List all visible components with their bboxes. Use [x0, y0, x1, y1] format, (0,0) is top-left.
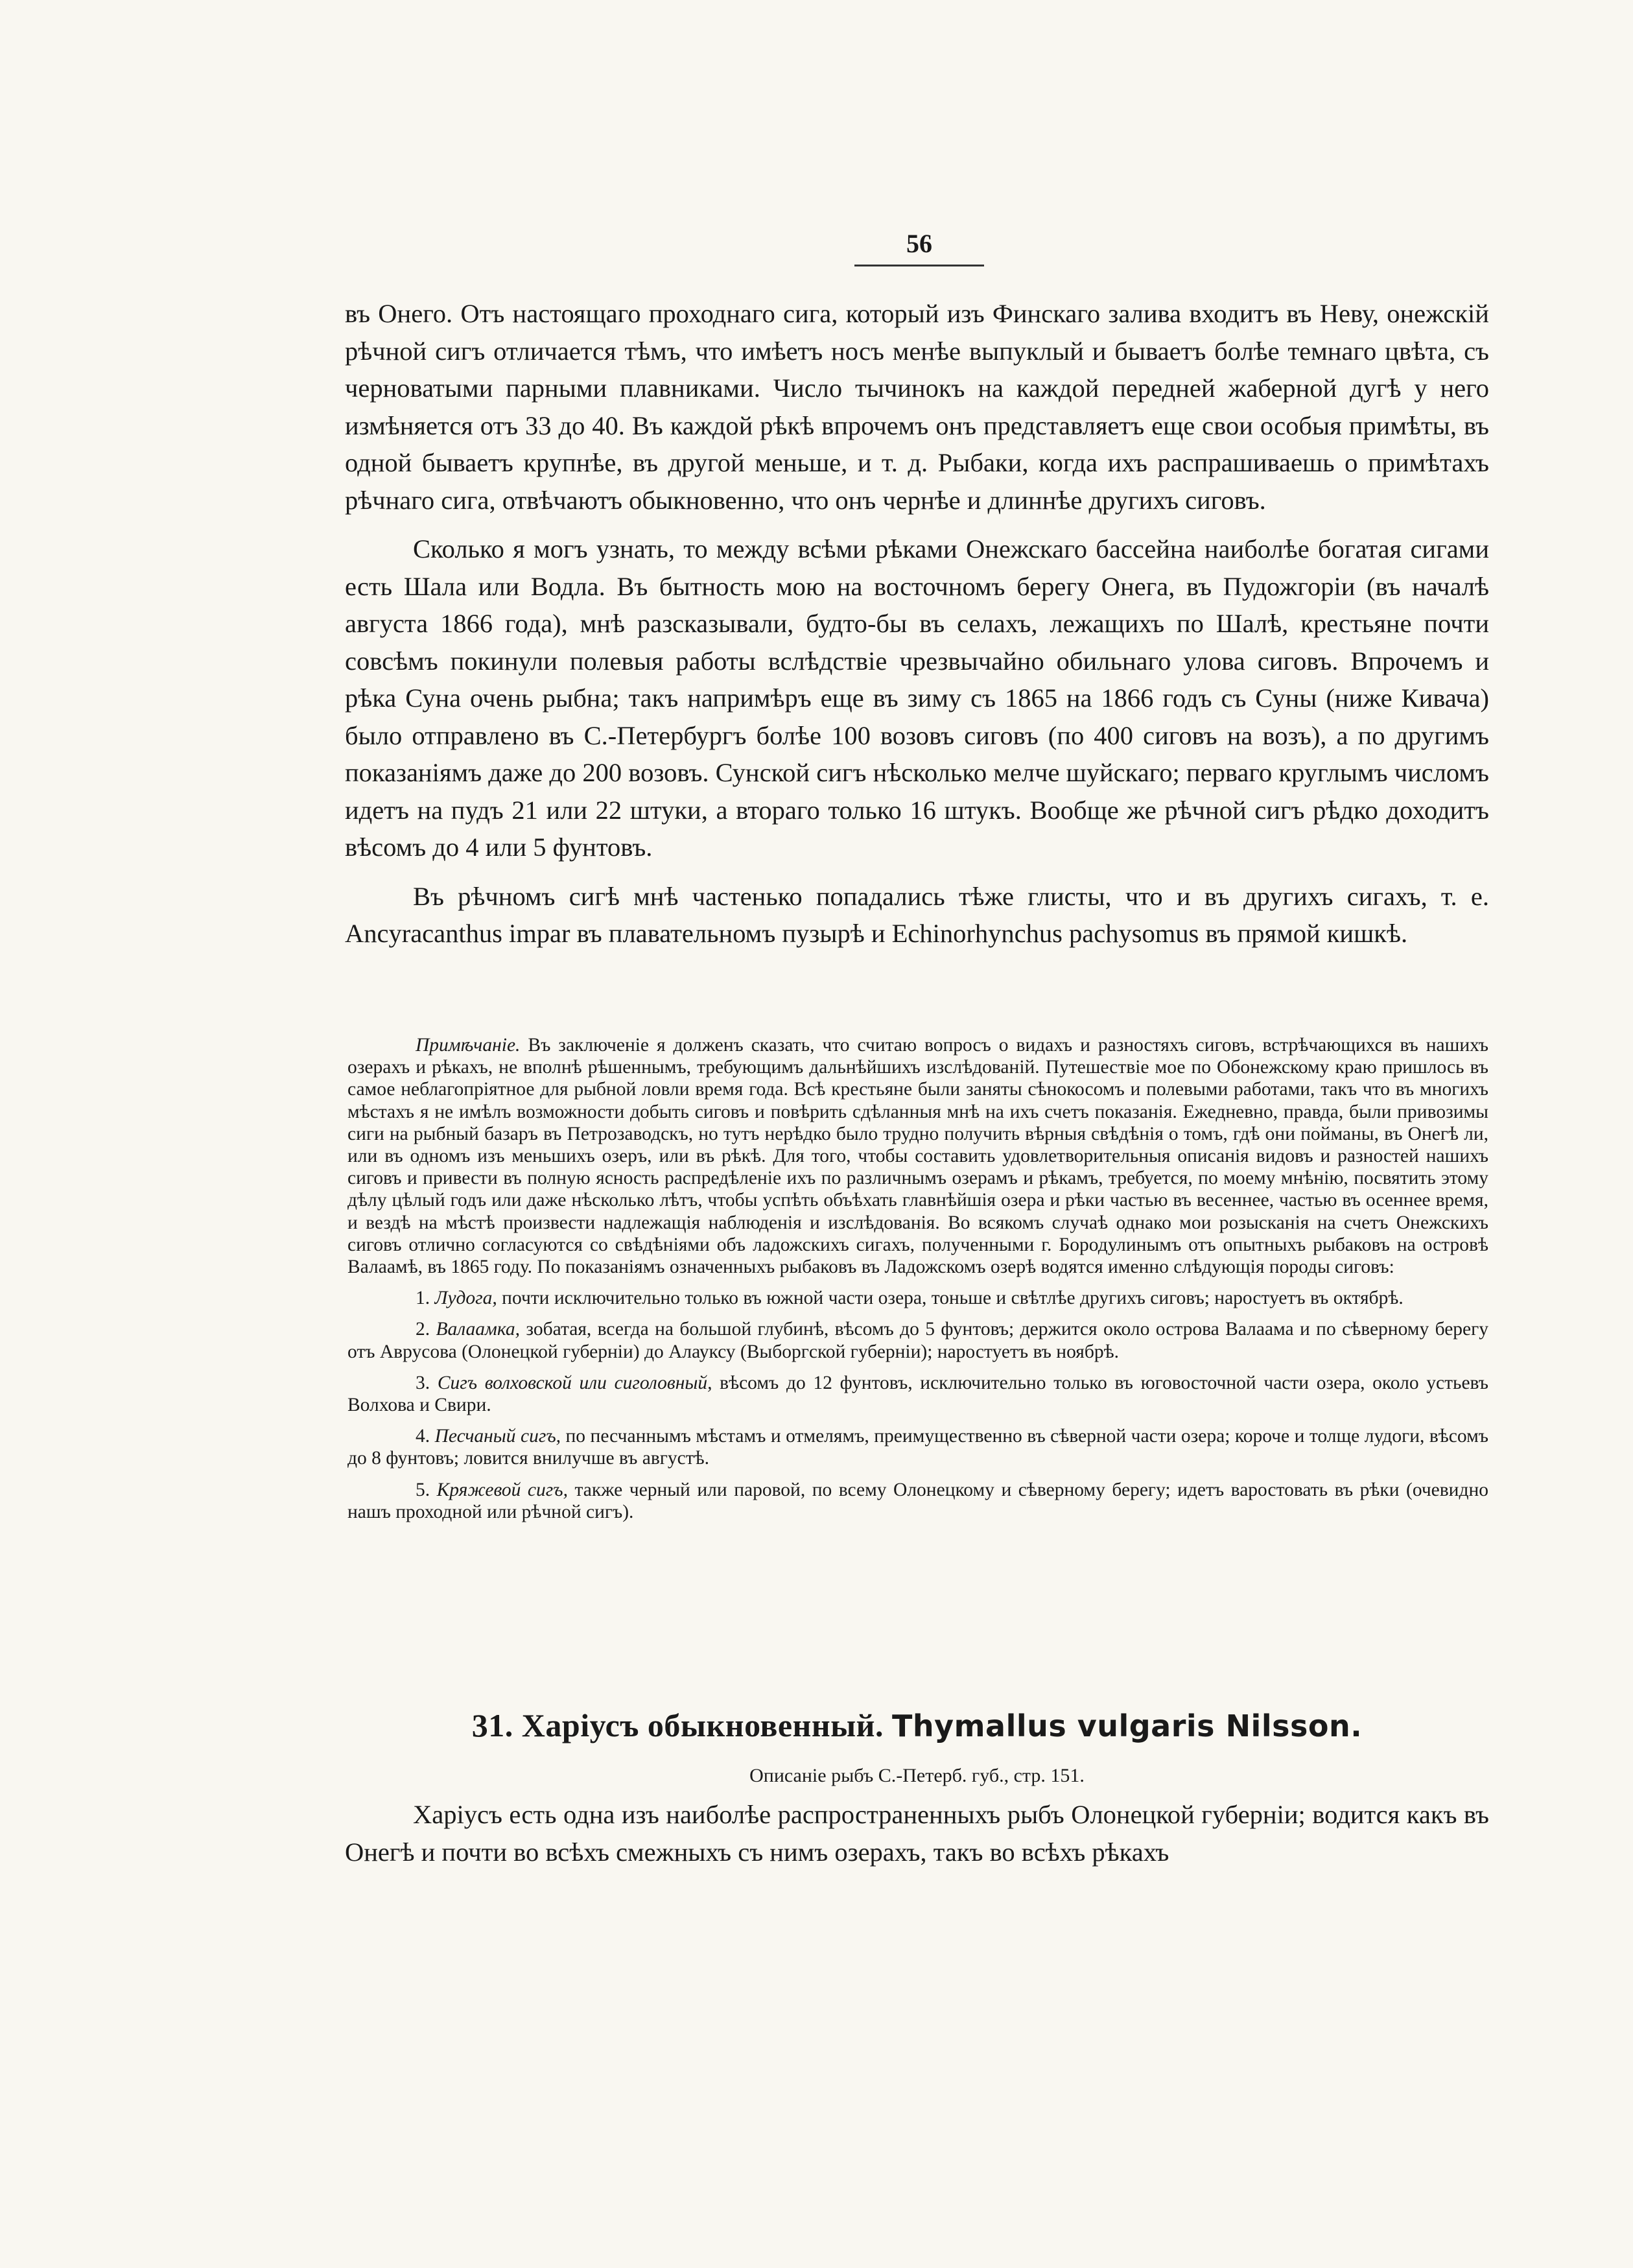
note-item-text: зобатая, всегда на большой глубинѣ, вѣсомъ до 5 фунтовъ; держится около острова Валаама и по сѣверному берегу отъ Аврусова (Олонецкой губерніи) до Алауксу (Выборгской губерніи); наростуетъ въ ноябрѣ.	[347, 1319, 1489, 1362]
note-item-5	[347, 1479, 1488, 1523]
section-heading	[345, 1707, 1489, 1744]
note-item-name: Кряжевой сигъ,	[436, 1479, 568, 1500]
page-number: 56	[906, 229, 932, 258]
note-item-number: 3.	[416, 1372, 430, 1393]
note-label: Примѣчаніе.	[416, 1035, 521, 1056]
note-item-text: также черный или паровой, по всему Олонецкому и сѣверному берегу; идетъ варостовать въ рѣки (очевидно нашъ проходной или рѣчной сигъ).	[347, 1479, 1489, 1522]
note-paragraph	[347, 1034, 1488, 1278]
note-item-number: 2.	[416, 1319, 430, 1340]
note-item-text: почти исключительно только въ южной части озера, тоньше и свѣтлѣе другихъ сиговъ; наростуетъ въ октябрѣ.	[502, 1288, 1404, 1309]
final-text	[345, 1796, 1489, 1871]
note-item-number: 1.	[416, 1288, 430, 1309]
footnote-block	[347, 1034, 1488, 1532]
note-item-number: 5.	[416, 1479, 430, 1500]
paragraph-3: Въ рѣчномъ сигѣ мнѣ частенько попадались тѣже глисты, что и въ другихъ сигахъ, т. е. Ancyracanthus impar въ плавательномъ пузырѣ и Echinorhynchus pachysomus въ прямой кишкѣ.	[345, 881, 1489, 948]
note-item-name: Сигъ волховской или сиголовный,	[437, 1372, 712, 1393]
section-latin-name: Thymallus vulgaris Nilsson.	[891, 1708, 1363, 1743]
final-paragraph: Харіусъ есть одна изъ наиболѣе распространенныхъ рыбъ Олонецкой губерніи; водится какъ въ Онегѣ и почти во всѣхъ смежныхъ съ нимъ озерахъ, такъ во всѣхъ рѣкахъ	[345, 1800, 1489, 1867]
note-item-number: 4.	[416, 1426, 430, 1447]
paragraph-2: Сколько я могъ узнать, то между всѣми рѣками Онежскаго бассейна наиболѣе богатая сигами есть Шала или Водла. Въ бытность мою на восточномъ берегу Онега, въ Пудожгоріи (въ началѣ августа 1866 года), мнѣ разсказывали, будто-бы въ селахъ, лежащихъ по Шалѣ, крестьяне почти совсѣмъ покинули полевыя работы вслѣдствіе чрезвычайно обильнаго улова сиговъ. Впрочемъ и рѣка Суна очень рыбна; такъ напримѣръ еще въ зиму съ 1865 на 1866 годъ съ Суны (ниже Кивача) было отправлено въ С.-Петербургъ болѣе 100 возовъ сиговъ (по 400 сиговъ на возъ), а по другимъ показаніямъ даже до 200 возовъ. Сунской сигъ нѣсколько мелче шуйскаго; перваго круглымъ числомъ идетъ на пудъ 21 или 22 штуки, а втораго только 16 штукъ. Вообще же рѣчной сигъ рѣдко доходитъ вѣсомъ до 4 или 5 фунтовъ.	[345, 534, 1489, 862]
note-item-text: по песчаннымъ мѣстамъ и отмелямъ, преимущественно въ сѣверной части озера; короче и толще лудоги, вѣсомъ до 8 фунтовъ; ловится внилучше въ августѣ.	[347, 1426, 1488, 1469]
note-item-text: вѣсомъ до 12 фунтовъ, исключительно только въ юговосточной части озера, около устьевъ Волхова и Свири.	[347, 1372, 1488, 1416]
note-text: Въ заключеніе я долженъ сказать, что считаю вопросъ о видахъ и разностяхъ сиговъ, встрѣчающихся въ нашихъ озерахъ и рѣкахъ, не вполнѣ рѣшеннымъ, требующимъ дальнѣйшихъ изслѣдованій. Путешествіе мое по Обонежскому краю пришлось въ самое неблагопріятное для рыбной ловли время года. Всѣ крестьяне были заняты сѣнокосомъ и полевыми работами, такъ что въ многихъ мѣстахъ я не имѣлъ возможности добыть сиговъ и повѣрить сдѣланныя мнѣ на ихъ счетъ показанія. Ежедневно, правда, были привозимы сиги на рыбный базаръ въ Петрозаводскъ, но тутъ нерѣдко было трудно получить вѣрныя свѣдѣнія о томъ, гдѣ они пойманы, въ Онегѣ ли, или въ одномъ изъ меньшихъ озеръ, или въ рѣкѣ. Для того, чтобы составить удовлетворительныя описанія видовъ и разностей нашихъ сиговъ и привести въ полную ясность распредѣленіе ихъ по различнымъ озерамъ и рѣкамъ, требуется, по моему мнѣнію, посвятить этому дѣлу цѣлый годъ или даже нѣсколько лѣтъ, чтобы успѣть объѣхать главнѣйшія озера и рѣки частью въ весеннее, частью въ осеннее время, и вездѣ на мѣстѣ произвести надлежащія наблюденія и изслѣдованія. Во всякомъ случаѣ однако мои розысканія на счетъ Онежскихъ сиговъ отлично согласуются со свѣдѣніями объ ладожскихъ сигахъ, полученными г. Бородулинымъ отъ опытныхъ рыбаковъ на островѣ Валаамѣ, въ 1865 году. По показаніямъ означенныхъ рыбаковъ въ Ладожскомъ озерѣ водятся именно слѣдующія породы сиговъ:	[347, 1035, 1488, 1278]
section-title: 31. Харіусъ обыкновенный.	[471, 1707, 884, 1743]
note-item-4	[347, 1425, 1488, 1469]
paragraph-1: въ Онего. Отъ настоящаго проходнаго сига, который изъ Финскаго залива входитъ въ Неву, онежскій рѣчной сигъ отличается тѣмъ, что имѣетъ носъ менѣе выпуклый и бываетъ болѣе темнаго цвѣта, съ черноватыми парными плавниками. Число тычинокъ на каждой передней жаберной дугѣ у него измѣняется отъ 33 до 40. Въ каждой рѣкѣ впрочемъ онъ представляетъ еще свои особыя примѣты, въ одной бываетъ крупнѣе, въ другой меньше, и т. д. Рыбаки, когда ихъ распрашиваешь о примѣтахъ рѣчнаго сига, отвѣчаютъ обыкновенно, что онъ чернѣе и длиннѣе другихъ сиговъ.	[345, 299, 1489, 515]
note-item-1	[347, 1287, 1488, 1309]
page-number-rule	[854, 265, 984, 266]
note-item-name: Песчаный сигъ,	[434, 1426, 561, 1447]
note-item-name: Валаамка,	[436, 1319, 521, 1340]
note-item-name: Лудога,	[434, 1288, 497, 1309]
main-text	[345, 295, 1489, 964]
note-item-2	[347, 1318, 1488, 1362]
note-item-3	[347, 1372, 1488, 1416]
source-reference: Описаніе рыбъ С.-Петерб. губ., стр. 151.	[749, 1765, 1085, 1786]
